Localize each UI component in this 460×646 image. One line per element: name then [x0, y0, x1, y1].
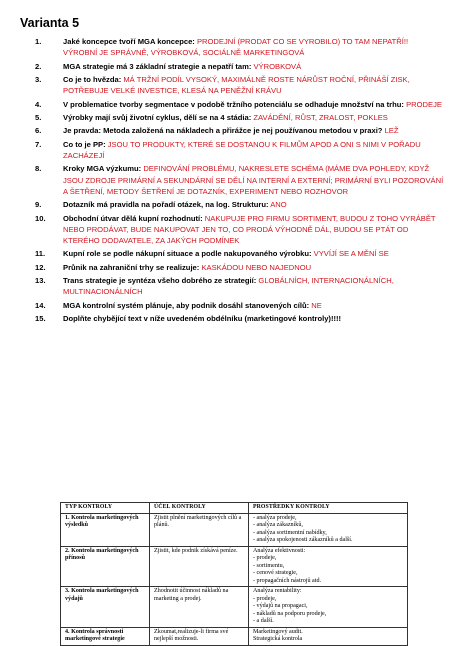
control-purpose-cell: Zjistit, kde podnik získává peníze. [150, 546, 249, 587]
control-means-line: - sortimentu, [253, 562, 285, 569]
control-means-line: - analýza zákazníků, [253, 522, 303, 528]
question-number: 2. [35, 61, 42, 71]
header-type: TYP KONTROLY [61, 503, 150, 514]
question-number: 6. [35, 126, 42, 136]
question-text: Kupní role se podle nákupní situace a podle nakupovaného výrobku: [63, 249, 312, 259]
question-text: V problematice tvorby segmentace v podobě tržního potenciálu se odhaduje množství na trhu: [63, 99, 404, 109]
control-purpose-cell: Zkoumat,realizuje-li firma své nejlepší možnosti. [150, 627, 249, 645]
question-number: 14. [35, 300, 46, 310]
answer-text: PRODEJE [406, 99, 442, 109]
table-row [61, 546, 408, 587]
question-item [0, 125, 460, 136]
question-number: 1. [35, 37, 42, 46]
control-means-line: - propagačních nástrojů atd. [253, 577, 322, 584]
table-row [61, 587, 408, 628]
question-text: Výrobky mají svůj životní cyklus, dělí se na 4 stádia: [63, 112, 252, 122]
question-number: 7. [35, 139, 42, 149]
question-list [0, 36, 460, 326]
answer-text: NE [311, 300, 322, 310]
control-means-cell [249, 627, 408, 645]
control-means-line: - prodeje, [253, 555, 277, 561]
question-item [0, 36, 460, 58]
question-item [0, 275, 460, 297]
control-means-line: - nákladů na podporu prodeje, [253, 610, 327, 617]
control-means-line: Analýza rentability: [253, 588, 302, 594]
question-number: 3. [35, 74, 42, 84]
answer-text: ANO [270, 200, 287, 210]
control-means-line: - výdajů na propagaci, [253, 603, 308, 609]
question-text: Dotazník má pravidla na pořadí otázek, na log. Strukturu: [63, 200, 269, 210]
control-type-cell: 2. Kontrola marketingových přínosů [61, 546, 150, 587]
question-number: 8. [35, 164, 42, 174]
question-text: Obchodní útvar dělá kupní rozhodnutí: [63, 213, 203, 223]
question-number: 5. [35, 112, 42, 122]
control-means-line: Marketingový audit. [253, 628, 303, 635]
question-text: MGA kontrolní systém plánuje, aby podnik dosáhl stanovených cílů: [63, 300, 310, 310]
question-item [0, 213, 460, 247]
answer-text: JSOU TO PRODUKTY, KTERÉ SE DOSTANOU K FILMŮM APOD A ONI S NIMI V POŘADU ZACHÁZEJÍ [63, 139, 421, 160]
question-item [0, 163, 460, 197]
answer-text: MÁ TRŽNÍ PODÍL VYSOKÝ, MAXIMÁLNĚ ROSTE NÁRŮST ROČNÍ, PŘINÁŠÍ ZISK, POTŘEBUJE VELKÉ INVESTICE, KLESÁ NA PENĚŽNÍ KRÁVU [63, 74, 410, 96]
question-text: Kroky MGA výzkumu: [63, 164, 142, 174]
question-number: 4. [35, 99, 42, 109]
question-number: 12. [35, 262, 46, 272]
answer-text: VYVÍJÍ SE A MĚNÍ SE [313, 249, 389, 259]
question-text: Je pravda: Metoda založená na nákladech a přirážce je nej používanou metodou v praxi? [63, 126, 383, 136]
answer-text: LEŽ [384, 126, 399, 136]
question-text: Co je to hvězda: [63, 74, 122, 84]
answer-text: ZAVÁDĚNÍ, RŮST, ZRALOST, POKLES [253, 112, 388, 122]
table-header-row [61, 503, 408, 514]
control-means-cell [249, 587, 408, 628]
question-item [0, 61, 460, 72]
answer-text: NAKUPUJE PRO FIRMU SORTIMENT, BUDOU Z TOHO VYRÁBĚT NEBO PRODÁVAT, BUDE NAKUPOVAT JEN TO, CO PRODÁ VÝHODNĚ DÁL, BUDOU SE PTÁT OD KTERÉHO DODAVATELE, ZA JAKÝCH PODMÍNEK [63, 213, 436, 245]
control-means-line: - analýza prodeje, [253, 514, 297, 521]
control-type-cell: 1. Kontrola marketingových výsledků [61, 513, 150, 546]
question-item [0, 99, 460, 110]
question-text: Co to je PP: [63, 139, 106, 149]
question-number: 10. [35, 213, 46, 223]
question-number: 11. [35, 249, 46, 259]
question-number: 13. [35, 276, 46, 286]
control-means-line: - a další. [253, 618, 274, 624]
question-item [0, 248, 460, 259]
table-row [61, 513, 408, 546]
question-item [0, 74, 460, 96]
question-item [0, 300, 460, 311]
header-purpose: ÚČEL KONTROLY [150, 503, 249, 514]
answer-text: PRODEJNÍ (PRODAT CO SE VYROBILO) TO TAM NEPATŘÍ!! VÝROBNÍ JE SPRÁVNĚ, VÝROBKOVÁ, SOCIÁLNĚ MARKETINGOVÁ [63, 37, 409, 58]
control-means-cell [249, 513, 408, 546]
control-means-line: - analýza spokojenosti zákazníků a další. [253, 537, 353, 543]
marketing-control-table [60, 502, 408, 646]
question-text: Jaké koncepce tvoří MGA koncepce: [63, 37, 195, 46]
question-text: Průnik na zahraniční trhy se realizuje: [63, 262, 200, 272]
answer-text: DEFINOVÁNÍ PROBLÉMU, NAKRESLETE SCHÉMA (MÁME DVA POHLEDY, KDYŽ JSOU ZDROJE PRIMÁRNÍ A SEKUNDÁRNÍ SE DĚLÍ NA INTERNÍ A EXTERNÍ; PRIMÁRNÍ BYLI POZOROVÁNÍ A ŠETŘENÍ, METODY ŠETŘENÍ JE DOTAZNÍK, EXPERIMENT NEBO ROZHOVOR [63, 164, 444, 196]
question-item [0, 313, 460, 324]
answer-text: GLOBÁLNÍCH, INTERNACIONÁLNÍCH, MULTINACIONÁLNÍCH [63, 276, 394, 297]
control-purpose-cell: Zjistit plnění marketingových cílů a plánů. [150, 513, 249, 546]
control-purpose-cell: Zhodnotit účinnost nákladů na marketing a prodej. [150, 587, 249, 628]
question-number: 15. [35, 314, 46, 324]
control-means-line: Analýza efektivnosti: [253, 547, 306, 554]
control-means-line: - analýza sortimentní nabídky, [253, 529, 327, 536]
question-text: Trans strategie je syntéza všeho dobrého ze strategií: [63, 276, 257, 286]
question-item [0, 262, 460, 273]
control-means-line: Strategická kontrola [253, 636, 303, 642]
page-title: Varianta 5 [20, 16, 80, 30]
control-means-line: - cenové strategie, [253, 570, 298, 576]
answer-text: VÝROBKOVÁ [253, 61, 302, 71]
answer-text: KASKÁDOU NEBO NAJEDNOU [201, 262, 312, 272]
control-means-line: - prodeje, [253, 595, 277, 602]
control-type-cell: 3. Kontrola marketingových výdajů [61, 587, 150, 628]
question-item [0, 139, 460, 161]
question-text: MGA strategie má 3 základní strategie a nepatří tam: [63, 61, 252, 71]
question-item [0, 112, 460, 123]
question-item [0, 199, 460, 210]
question-number: 9. [35, 200, 42, 210]
table-row [61, 627, 408, 645]
control-means-cell [249, 546, 408, 587]
control-type-cell: 4. Kontrola správnosti marketingové strategie [61, 627, 150, 645]
question-text: Doplňte chybějící text v níže uvedeném obdélníku (marketingové kontroly)!!!! [63, 314, 342, 324]
header-means: PROSTŘEDKY KONTROLY [249, 503, 408, 514]
